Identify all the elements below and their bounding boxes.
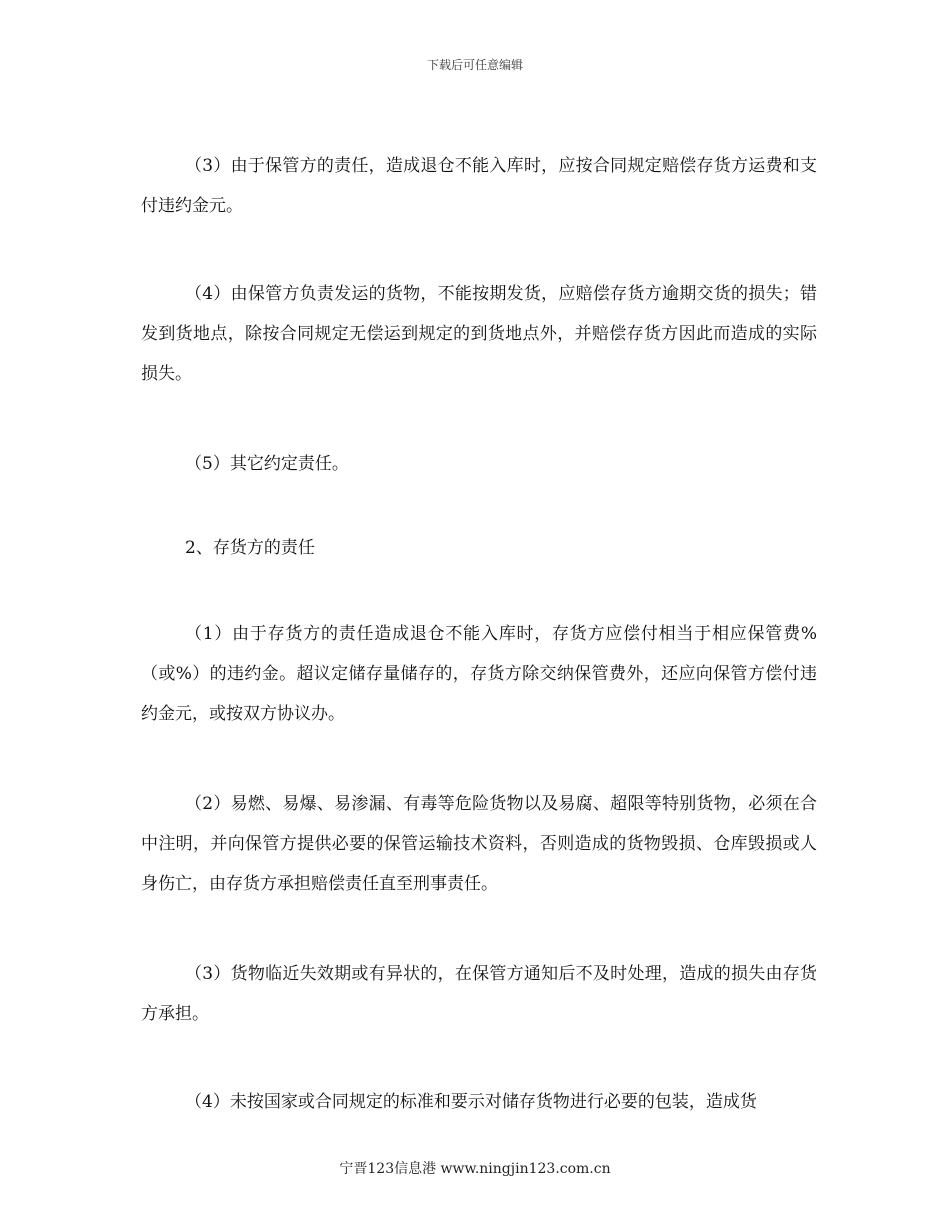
paragraph-other-liability: （5）其它约定责任。 bbox=[185, 454, 349, 474]
page-header: 下载后可任意编辑 bbox=[426, 58, 523, 72]
paragraph-shipping-delay-liability: （4）由保管方负责发运的货物，不能按期发货，应赔偿存货方逾期交货的损失；错发到货地点，除按合同规定无偿运到规定的到货地点外，并赔偿存货方因此而造成的实际损失。 bbox=[141, 284, 817, 384]
page-footer: 宁晋123信息港 www.ningjin123.com.cn bbox=[339, 1161, 611, 1177]
paragraph-depositor-refusal-penalty: （1）由于存货方的责任造成退仓不能入库时，存货方应偿付相当于相应保管费%（或%）的违约金。超议定储存量储存的，存货方除交纳保管费外，还应向保管方偿付违约金元，或按双方协议办。 bbox=[141, 624, 817, 724]
paragraph-expiring-goods: （3）货物临近失效期或有异状的，在保管方通知后不及时处理，造成的损失由存货方承担。 bbox=[141, 964, 817, 1024]
section-heading-depositor-liability: 2、存货方的责任 bbox=[185, 538, 315, 558]
paragraph-storage-refusal-liability: （3）由于保管方的责任，造成退仓不能入库时，应按合同规定赔偿存货方运费和支付违约金元。 bbox=[141, 156, 817, 216]
paragraph-packaging-requirement: （4）未按国家或合同规定的标准和要示对储存货物进行必要的包装，造成货 bbox=[185, 1092, 757, 1112]
paragraph-hazardous-goods: （2）易燃、易爆、易渗漏、有毒等危险货物以及易腐、超限等特别货物，必须在合中注明，并向保管方提供必要的保管运输技术资料，否则造成的货物毁损、仓库毁损或人身伤亡，由存货方承担赔偿责任直至刑事责任。 bbox=[141, 794, 817, 894]
